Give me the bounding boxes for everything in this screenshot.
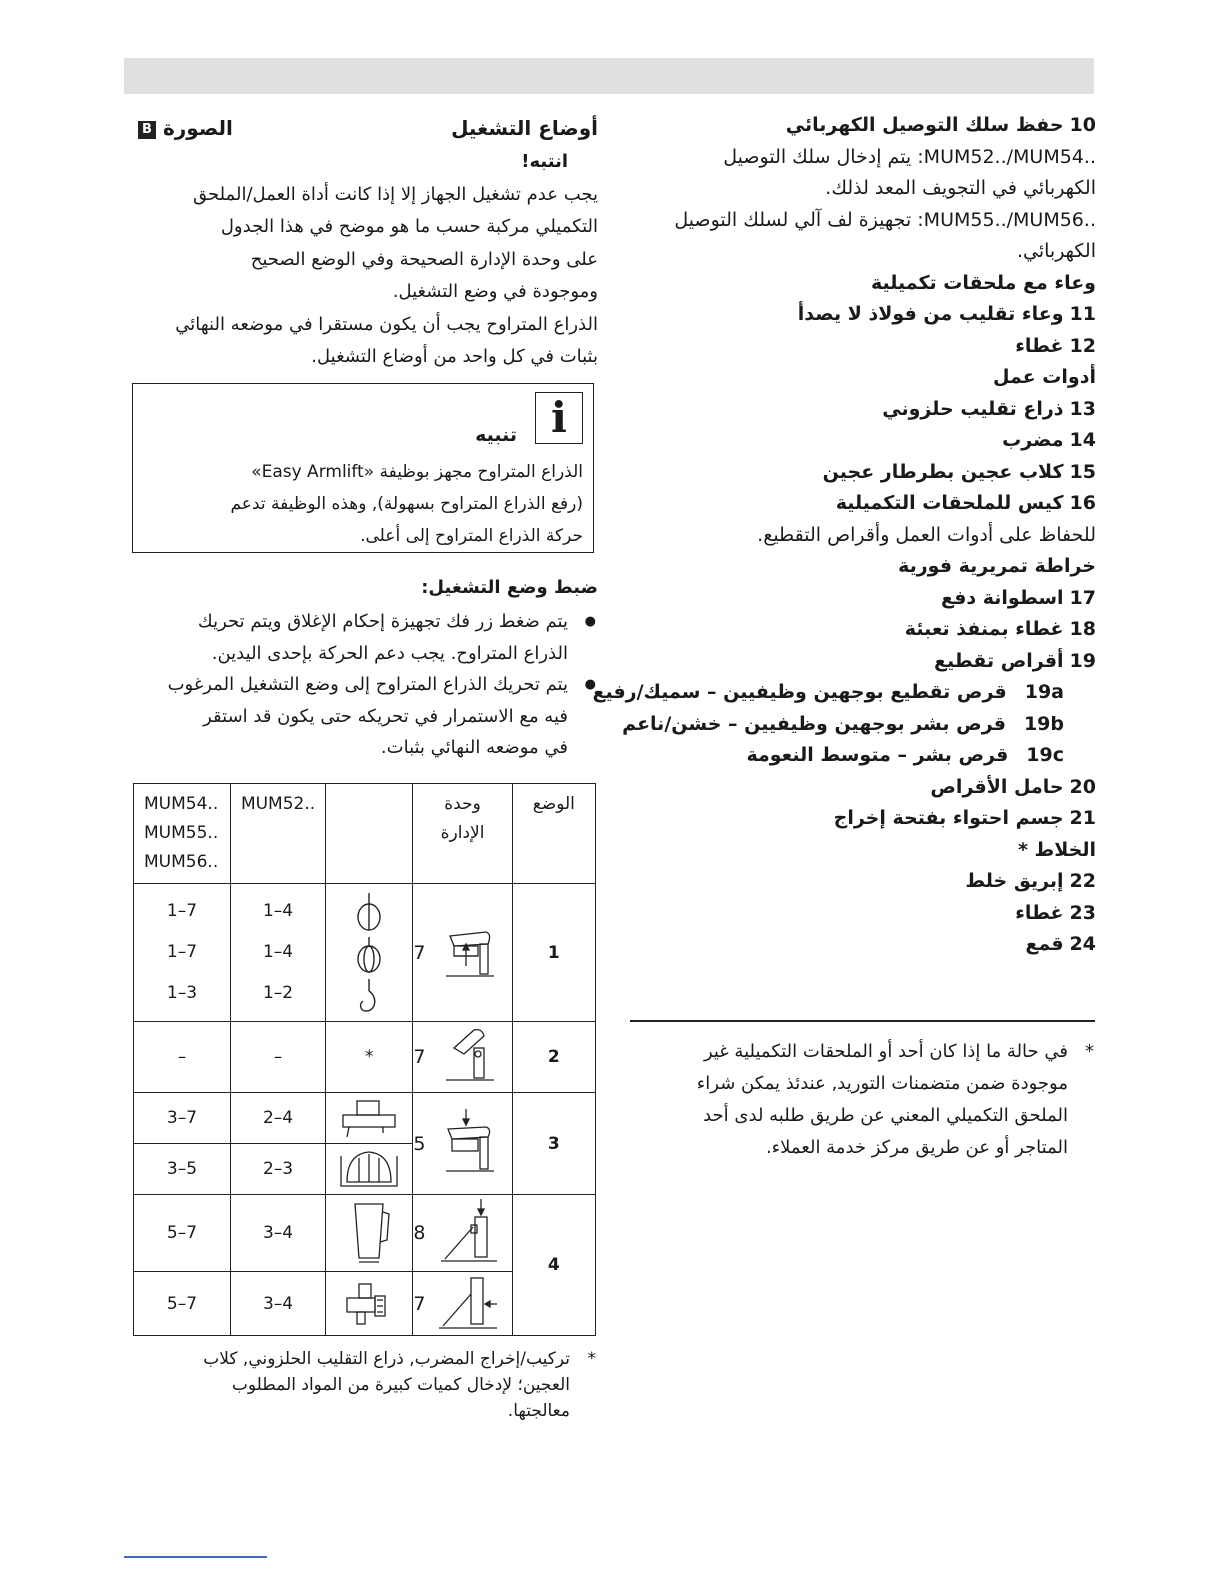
warning-line: بثبات في كل واحد من أوضاع التشغيل. xyxy=(311,346,598,367)
drive-label: الإدارة xyxy=(440,823,485,843)
bullet-line: ● يتم تحريك الذراع المتراوح إلى وضع التشغيل المرغوب xyxy=(167,674,568,695)
part-number: 12 xyxy=(1069,334,1096,357)
speed-value: 1–7 xyxy=(166,901,198,921)
speed-value: 1–2 xyxy=(262,983,294,1003)
gear-value: 5 xyxy=(413,1132,426,1155)
figure-label-group xyxy=(132,116,233,140)
part-number: 19 xyxy=(1069,649,1096,672)
section-title: أوضاع التشغيل xyxy=(451,116,598,140)
part-item xyxy=(630,425,1096,457)
speed-value: 3–4 xyxy=(230,1272,325,1336)
footnote-line: تركيب/إخراج المضرب, ذراع التقليب الحلزوني, كلاب xyxy=(203,1349,570,1369)
part-number: 19a xyxy=(1024,681,1064,703)
warning-line: على وحدة الإدارة الصحيحة وفي الوضع الصحيح xyxy=(250,248,598,270)
model-label: MUM56.. xyxy=(144,852,219,872)
citrus-press-icon xyxy=(337,1148,401,1190)
speed-value: 5–7 xyxy=(134,1195,231,1272)
mixer-side-drive-icon xyxy=(437,1274,501,1334)
note-line: (رفع الذراع المتراوح بسهولة), وهذه الوظيفة تدعم xyxy=(230,494,583,514)
figure-label: الصورة xyxy=(162,116,233,140)
header-position xyxy=(512,784,595,884)
part-number: 19b xyxy=(1023,712,1064,735)
warning-line: وموجودة في وضع التشغيل. xyxy=(392,281,598,302)
parts-list xyxy=(630,110,1096,677)
table-row xyxy=(134,1022,596,1093)
drive-cell xyxy=(413,884,512,1022)
right-footnote xyxy=(640,1036,1094,1164)
position-number: 4 xyxy=(512,1195,595,1336)
beater-icon xyxy=(358,937,380,972)
part-label: حامل الأقراص xyxy=(930,775,1064,798)
note-title: تنبيه xyxy=(475,424,517,446)
whisk-icon xyxy=(358,893,380,930)
part-label: قمع xyxy=(1025,933,1064,955)
mixer-arm-raised-icon xyxy=(440,1026,498,1088)
disc-item xyxy=(592,677,1096,709)
disc-item xyxy=(630,740,1096,772)
table-row xyxy=(134,1093,596,1144)
part-item xyxy=(630,457,1096,489)
bottom-link-rule xyxy=(124,1556,267,1558)
part-item xyxy=(630,803,1096,835)
table-header-row xyxy=(134,784,596,884)
part-label: وعاء مع ملحقات تكميلية xyxy=(870,271,1096,294)
part-number: 13 xyxy=(1069,397,1096,420)
mixer-arm-up-icon xyxy=(440,922,498,984)
part-number: 14 xyxy=(1069,429,1096,451)
speed-values-b xyxy=(230,884,325,1022)
part-item xyxy=(630,551,1096,583)
model-label: MUM54.. xyxy=(144,794,219,814)
drive-label: وحدة xyxy=(444,794,481,814)
gear-value: 7 xyxy=(413,1292,426,1315)
part-label: غطاء xyxy=(1015,334,1064,357)
footnote-line: العجين؛ لإدخال كميات كبيرة من المواد المطلوب xyxy=(231,1375,570,1395)
part-label: جسم احتواء بفتحة إخراج xyxy=(833,807,1064,829)
tool-cell xyxy=(326,1272,413,1336)
part-label: أدوات عمل xyxy=(993,366,1096,388)
part-item xyxy=(630,331,1096,363)
dough-hook-icon xyxy=(361,979,375,1011)
parts-list-2 xyxy=(630,772,1096,961)
part-item xyxy=(630,772,1096,804)
tool-footnote-mark: * xyxy=(326,1022,413,1093)
tool-cell xyxy=(326,1195,413,1272)
footnote-line: موجودة ضمن متضمنات التوريد, عندئذ يمكن شراء xyxy=(696,1073,1068,1094)
table-row xyxy=(134,884,596,1022)
part-item xyxy=(630,110,1096,142)
part-number: 16 xyxy=(1069,492,1096,514)
part-label: قرص تقطيع بوجهين وظيفيين – سميك/رفيع xyxy=(592,681,1007,703)
part-number: 15 xyxy=(1069,460,1096,483)
drive-cell xyxy=(413,1272,512,1336)
note-line: حركة الذراع المتراوح إلى أعلى. xyxy=(360,526,583,546)
note-text xyxy=(143,456,583,552)
warning-title: انتبه! xyxy=(521,151,568,172)
speed-value: 1–7 xyxy=(166,942,198,962)
left-footnote xyxy=(160,1346,596,1424)
setting-title: ضبط وضع التشغيل: xyxy=(421,577,598,598)
part-label: الخلاط * xyxy=(1017,838,1096,861)
note-line: الذراع المتراوح مجهز بوظيفة «Easy Armlift» xyxy=(251,462,583,482)
warning-line: التكميلي مركبة حسب ما هو موضح في هذا الجدول xyxy=(220,216,598,237)
part-item xyxy=(630,866,1096,898)
model-label: MUM55.. xyxy=(144,823,219,843)
mixer-arm-down-icon xyxy=(440,1107,498,1181)
warning-line: الذراع المتراوح يجب أن يكون مستقرا في موضعه النهائي xyxy=(175,313,598,335)
part-number: 20 xyxy=(1069,775,1096,798)
part-number: 17 xyxy=(1069,586,1096,609)
part-label: غطاء بمنفذ تعبئة xyxy=(904,618,1064,640)
tools-cell xyxy=(326,884,413,1022)
part-label: ..MUM52../MUM54: يتم إدخال سلك التوصيل xyxy=(723,145,1096,168)
footnote-line: معالجتها. xyxy=(507,1401,570,1421)
model-label: MUM52.. xyxy=(240,794,316,814)
gear-value: 8 xyxy=(413,1222,426,1244)
part-label: أقراص تقطيع xyxy=(934,649,1064,672)
speed-value: 1–3 xyxy=(166,983,198,1003)
footnote-line: المتاجر أو عن طريق مركز خدمة العملاء. xyxy=(765,1137,1068,1158)
header-models-a xyxy=(134,784,231,884)
part-label: قرص بشر – متوسط النعومة xyxy=(746,744,1009,766)
part-label: حفظ سلك التوصيل الكهربائي xyxy=(785,114,1064,136)
part-number: 19c xyxy=(1026,744,1064,766)
speed-value: 2–4 xyxy=(230,1093,325,1144)
part-item xyxy=(630,646,1096,678)
speed-value: 1–4 xyxy=(262,942,294,962)
part-item xyxy=(630,362,1096,394)
tool-cell xyxy=(326,1093,413,1144)
drive-cell xyxy=(413,1022,512,1093)
part-item xyxy=(630,835,1096,867)
part-label: إبريق خلط xyxy=(965,870,1064,892)
page-header-band xyxy=(124,58,1094,94)
speed-values-a xyxy=(134,884,231,1022)
header-drive xyxy=(413,784,512,884)
part-item xyxy=(630,583,1096,615)
speed-value: 3–7 xyxy=(134,1093,231,1144)
speed-value: – xyxy=(134,1022,231,1093)
bullet-line: الذراع المتراوح. يجب دعم الحركة بإحدى اليدين. xyxy=(211,642,568,664)
speed-value: 3–4 xyxy=(230,1195,325,1272)
footnote-line: الملحق التكميلي المعني عن طريق طلبه لدى أحد xyxy=(703,1105,1068,1126)
left-column xyxy=(132,110,598,374)
speed-value: 5–7 xyxy=(134,1272,231,1336)
part-item xyxy=(630,299,1096,331)
part-label: كيس للملحقات التكميلية xyxy=(835,492,1064,514)
part-label: مضرب xyxy=(1002,429,1064,451)
part-label: الكهربائي. xyxy=(1016,240,1096,262)
part-item xyxy=(630,142,1096,174)
bullet-line: في موضعه النهائي بثبات. xyxy=(380,737,568,758)
footnote-divider xyxy=(630,1020,1095,1022)
part-number: 24 xyxy=(1069,933,1096,955)
position-label: الوضع xyxy=(532,794,575,814)
right-column xyxy=(592,110,1096,961)
part-item xyxy=(630,205,1096,237)
part-item xyxy=(630,236,1096,268)
gear-value: 7 xyxy=(413,1046,426,1068)
bullet-item xyxy=(132,669,598,764)
part-item xyxy=(630,614,1096,646)
operating-modes-table xyxy=(133,783,596,1336)
part-number: 22 xyxy=(1069,870,1096,892)
meat-mincer-icon xyxy=(341,1280,397,1328)
speed-value: 2–3 xyxy=(230,1144,325,1195)
part-item xyxy=(630,268,1096,300)
part-label: غطاء xyxy=(1015,901,1064,924)
bullet-line: ● يتم ضغط زر فك تجهيزة إحكام الإغلاق ويتم تحريك xyxy=(197,611,568,632)
mixer-top-drive-icon xyxy=(437,1197,501,1269)
footnote-line: في حالة ما إذا كان أحد أو الملحقات التكميلية غير xyxy=(703,1041,1068,1062)
speed-value: 1–4 xyxy=(262,901,294,921)
figure-badge: B xyxy=(138,121,156,139)
info-icon: i xyxy=(535,392,583,444)
gear-value: 7 xyxy=(413,941,426,964)
part-label: ذراع تقليب حلزوني xyxy=(882,397,1064,420)
blender-jug-icon xyxy=(347,1200,391,1266)
header-models-b xyxy=(230,784,325,884)
part-number: 23 xyxy=(1069,901,1096,924)
warning-line: يجب عدم تشغيل الجهاز إلا إذا كانت أداة العمل/الملحق xyxy=(192,183,598,205)
drive-cell xyxy=(413,1093,512,1195)
table-row xyxy=(134,1195,596,1272)
drive-cell xyxy=(413,1195,512,1272)
footnote-star: * xyxy=(1085,1041,1094,1062)
part-label: للحفاظ على أدوات العمل وأقراص التقطيع. xyxy=(757,523,1096,546)
setting-section xyxy=(132,570,598,764)
part-label: الكهربائي في التجويف المعد لذلك. xyxy=(825,177,1096,199)
part-label: كلاب عجين بطرطار عجين xyxy=(822,460,1064,483)
tool-icons xyxy=(352,891,386,1015)
info-note-box xyxy=(132,383,594,553)
slicer-attachment-icon xyxy=(339,1097,399,1139)
part-item xyxy=(630,520,1096,552)
position-number: 2 xyxy=(512,1022,595,1093)
tool-cell xyxy=(326,1144,413,1195)
part-label: خراطة تمريرية فورية xyxy=(898,555,1096,577)
part-label: قرص بشر بوجهين وظيفيين – خشن/ناعم xyxy=(622,712,1006,735)
disc-item xyxy=(622,709,1096,741)
part-label: وعاء تقليب من فولاذ لا يصدأ xyxy=(797,303,1064,325)
part-item xyxy=(630,488,1096,520)
part-item xyxy=(630,173,1096,205)
part-label: اسطوانة دفع xyxy=(940,586,1064,609)
speed-value: – xyxy=(230,1022,325,1093)
speed-value: 3–5 xyxy=(134,1144,231,1195)
footnote-star: * xyxy=(587,1349,596,1369)
disc-sub-list xyxy=(592,677,1096,772)
header-tool xyxy=(326,784,413,884)
part-number: 18 xyxy=(1069,618,1096,640)
position-number: 3 xyxy=(512,1093,595,1195)
part-item xyxy=(630,929,1096,961)
part-item xyxy=(630,898,1096,930)
part-item xyxy=(630,394,1096,426)
part-number: 21 xyxy=(1069,807,1096,829)
part-number: 11 xyxy=(1069,303,1096,325)
position-number: 1 xyxy=(512,884,595,1022)
part-number: 10 xyxy=(1069,114,1096,136)
part-label: ..MUM55../MUM56: تجهيزة لف آلي لسلك التوصيل xyxy=(674,208,1096,231)
bullet-item xyxy=(132,606,598,669)
section-header xyxy=(132,110,598,146)
bullet-line: فيه مع الاستمرار في تحريكه حتى يكون قد استقر xyxy=(203,705,568,727)
